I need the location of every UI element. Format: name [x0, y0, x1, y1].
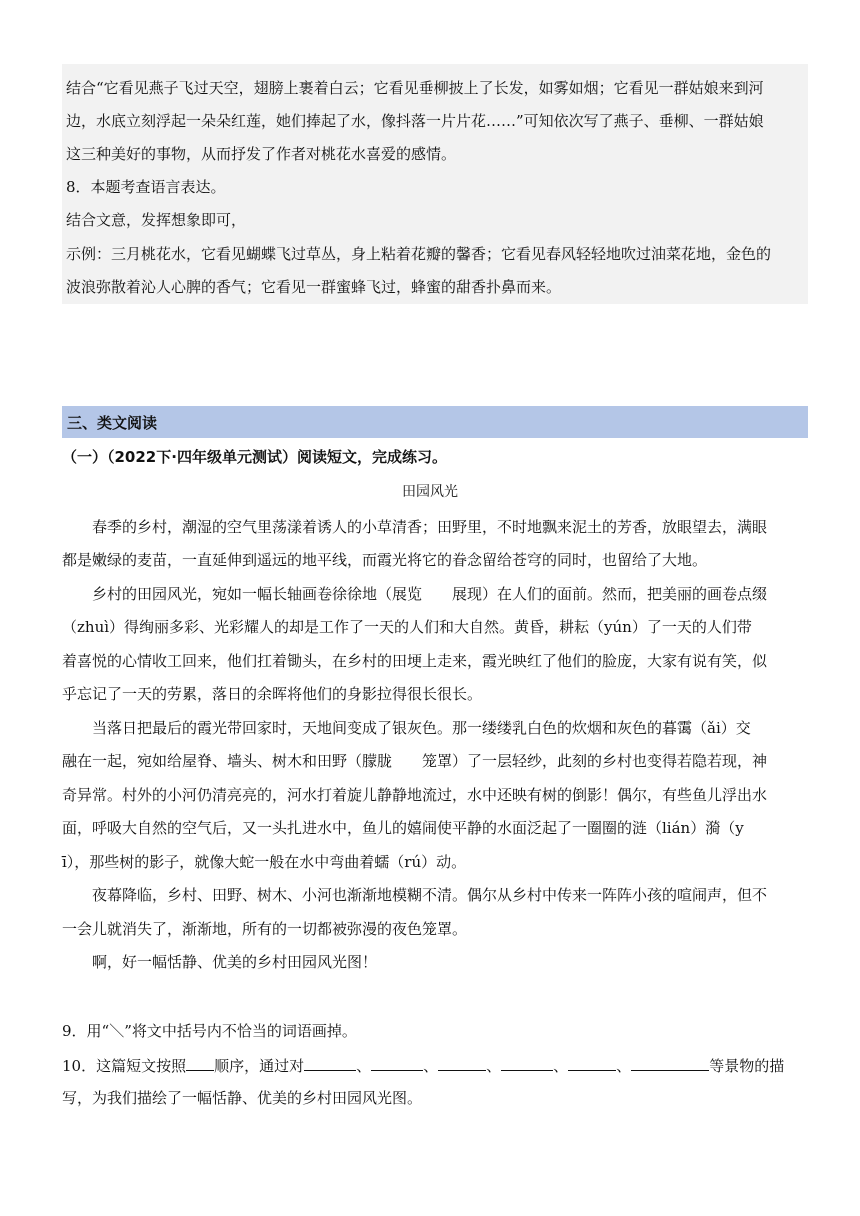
question-10-prefix: 10．这篇短文按照	[62, 1057, 187, 1075]
question-10-mid: 顺序，通过对	[214, 1057, 305, 1075]
question-10-suffix: 等景物的描	[709, 1057, 785, 1075]
passage-line: 奇异常。村外的小河仍清亮亮的，河水打着旋儿静静地流过，水中还映有树的倒影！偶尔，有些鱼儿浮出水	[62, 786, 768, 804]
blank-scene-1[interactable]	[304, 1054, 356, 1071]
passage-line: 着喜悦的心情收工回来，他们扛着锄头，在乡村的田埂上走来，霞光映红了他们的脸庞，大家有说有笑，似	[62, 652, 768, 670]
answer-line: 这三种美好的事物，从而抒发了作者对桃花水喜爱的感情。	[66, 145, 457, 163]
question-9: 9．用“＼”将文中括号内不恰当的词语画掉。	[62, 1022, 357, 1040]
answer-line: 结合“它看见燕子飞过天空，翅膀上裹着白云；它看见垂柳披上了长发，如雾如烟；它看见一群姑娘来到河	[66, 79, 764, 97]
passage-line: ī），那些树的影子，就像大蛇一般在水中弯曲着蠕（rú）动。	[62, 853, 467, 871]
passage-line: 当落日把最后的霞光带回家时，天地间变成了银灰色。那一缕缕乳白色的炊烟和灰色的暮霭（ǎi）交	[62, 719, 751, 737]
passage-title: 田园风光	[402, 484, 458, 500]
passage-line: 乡村的田园风光，宛如一幅长轴画卷徐徐地（展览 展现）在人们的面前。然而，把美丽的画卷点缀	[62, 585, 768, 603]
answer-line: 8．本题考查语言表达。	[66, 178, 226, 196]
blank-scene-6[interactable]	[631, 1054, 709, 1071]
passage-line: 春季的乡村，潮湿的空气里荡漾着诱人的小草清香；田野里，不时地飘来泥土的芳香，放眼望去，满眼	[62, 518, 768, 536]
passage-line: （zhuì）得绚丽多彩、光彩耀人的却是工作了一天的人们和大自然。黄昏，耕耘（yún）了一天的人们带	[62, 618, 752, 636]
separator: 、	[553, 1057, 569, 1075]
blank-scene-2[interactable]	[371, 1054, 423, 1071]
question-10	[62, 1054, 808, 1077]
passage-line: 啊，好一幅恬静、优美的乡村田园风光图！	[62, 953, 378, 971]
question-group-heading: （一）（2022下·四年级单元测试）阅读短文，完成练习。	[62, 448, 447, 466]
question-10-continuation: 写，为我们描绘了一幅恬静、优美的乡村田园风光图。	[62, 1089, 423, 1107]
blank-scene-5[interactable]	[568, 1054, 616, 1071]
passage-line: 融在一起，宛如给屋脊、墙头、树木和田野（朦胧 笼罩）了一层轻纱，此刻的乡村也变得若隐若现，神	[62, 752, 768, 770]
answer-line: 波浪弥散着沁人心脾的香气；它看见一群蜜蜂飞过，蜂蜜的甜香扑鼻而来。	[66, 278, 562, 296]
separator: 、	[486, 1057, 502, 1075]
separator: 、	[356, 1057, 372, 1075]
section-header-band	[62, 406, 808, 438]
blank-order[interactable]	[186, 1054, 214, 1071]
section-title: 三、类文阅读	[67, 414, 158, 432]
passage-line: 夜幕降临，乡村、田野、树木、小河也渐渐地模糊不清。偶尔从乡村中传来一阵阵小孩的喧闹声，但不	[62, 886, 768, 904]
passage-line: 一会儿就消失了，渐渐地，所有的一切都被弥漫的夜色笼罩。	[62, 920, 468, 938]
separator: 、	[423, 1057, 439, 1075]
answer-line: 边，水底立刻浮起一朵朵红莲，她们捧起了水，像抖落一片片花……”可知依次写了燕子、垂柳、一群姑娘	[66, 112, 764, 130]
answer-line: 示例：三月桃花水，它看见蝴蝶飞过草丛，身上粘着花瓣的馨香；它看见春风轻轻地吹过油菜花地，金色的	[66, 245, 772, 263]
blank-scene-4[interactable]	[501, 1054, 553, 1071]
blank-scene-3[interactable]	[438, 1054, 486, 1071]
passage-line: 面，呼吸大自然的空气后，又一头扎进水中，鱼儿的嬉闹使平静的水面泛起了一圈圈的涟（lián）漪（y	[62, 819, 744, 837]
passage-line: 乎忘记了一天的劳累，落日的余晖将他们的身影拉得很长很长。	[62, 685, 483, 703]
separator: 、	[616, 1057, 632, 1075]
answer-line: 结合文意，发挥想象即可，	[66, 211, 247, 229]
passage-line: 都是嫩绿的麦苗，一直延伸到遥远的地平线，而霞光将它的眷念留给苍穹的同时，也留给了大地。	[62, 551, 708, 569]
